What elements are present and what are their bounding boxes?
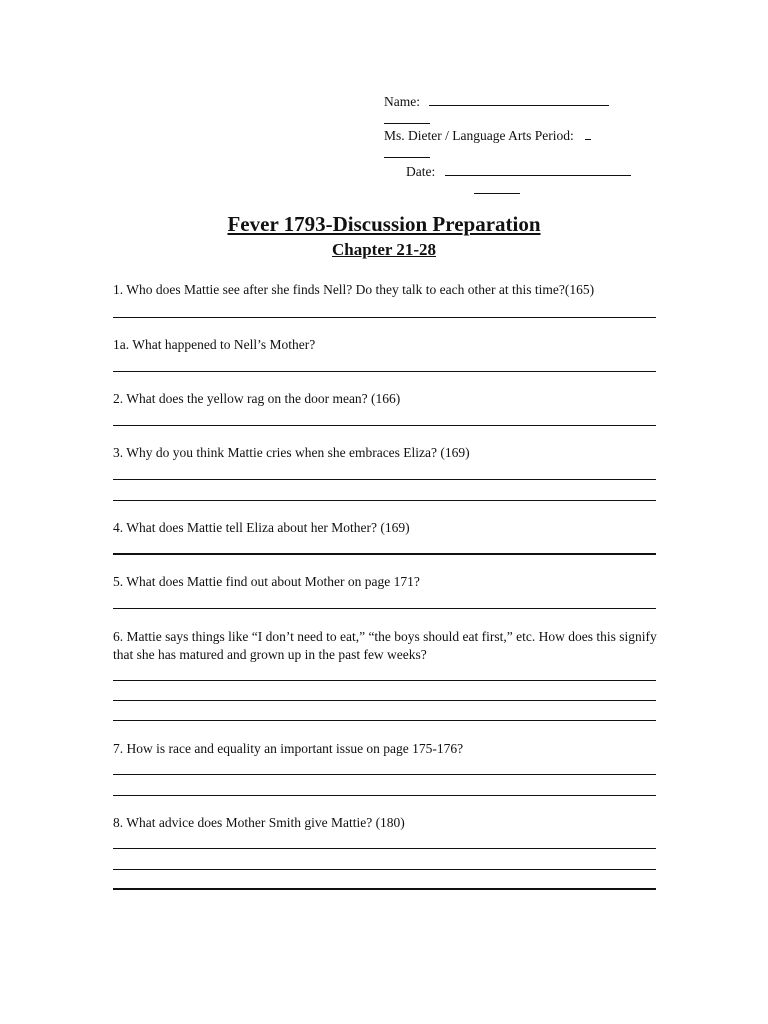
answer-line[interactable] (113, 848, 656, 849)
period-line (384, 126, 591, 144)
teacher-period-label: Ms. Dieter / Language Arts Period: (384, 128, 574, 143)
name-blank[interactable] (429, 92, 609, 106)
answer-line[interactable] (113, 553, 656, 555)
question-2: 2. What does the yellow rag on the door mean? (166) (113, 391, 401, 406)
answer-line[interactable] (113, 774, 656, 775)
answer-line[interactable] (113, 500, 656, 501)
name-line (384, 92, 609, 110)
page-title: Fever 1793-Discussion Preparation (227, 212, 541, 236)
question-6: 6. Mattie says things like “I don’t need to eat,” “the boys should eat first,” etc. How does this signify that she has matured and grown up in the past few weeks? (113, 629, 657, 662)
date-label: Date: (406, 164, 436, 179)
question-8: 8. What advice does Mother Smith give Mattie? (180) (113, 815, 405, 830)
question-3: 3. Why do you think Mattie cries when she embraces Eliza? (169) (113, 445, 470, 460)
period-blank[interactable] (585, 126, 591, 140)
question-7: 7. How is race and equality an important issue on page 175-176? (113, 741, 464, 756)
name-label: Name: (384, 94, 420, 109)
date-blank[interactable] (445, 162, 631, 176)
answer-line[interactable] (113, 700, 656, 701)
answer-line[interactable] (113, 720, 656, 721)
answer-line[interactable] (113, 479, 656, 480)
answer-line[interactable] (113, 795, 656, 796)
question-5: 5. What does Mattie find out about Mother on page 171? (113, 574, 420, 589)
question-1a: 1a. What happened to Nell’s Mother? (113, 337, 316, 352)
answer-line[interactable] (113, 317, 656, 318)
question-1: 1. Who does Mattie see after she finds Nell? Do they talk to each other at this time?(165) (113, 282, 595, 297)
period-blank-continuation[interactable] (384, 144, 430, 162)
answer-line[interactable] (113, 608, 656, 609)
answer-line[interactable] (113, 371, 656, 372)
page-subtitle: Chapter 21-28 (331, 240, 437, 259)
date-line (406, 162, 631, 180)
answer-line[interactable] (113, 869, 656, 870)
answer-line[interactable] (113, 888, 656, 890)
answer-line[interactable] (113, 680, 656, 681)
date-blank-continuation[interactable] (474, 180, 520, 198)
question-4: 4. What does Mattie tell Eliza about her Mother? (169) (113, 520, 410, 535)
answer-line[interactable] (113, 425, 656, 426)
